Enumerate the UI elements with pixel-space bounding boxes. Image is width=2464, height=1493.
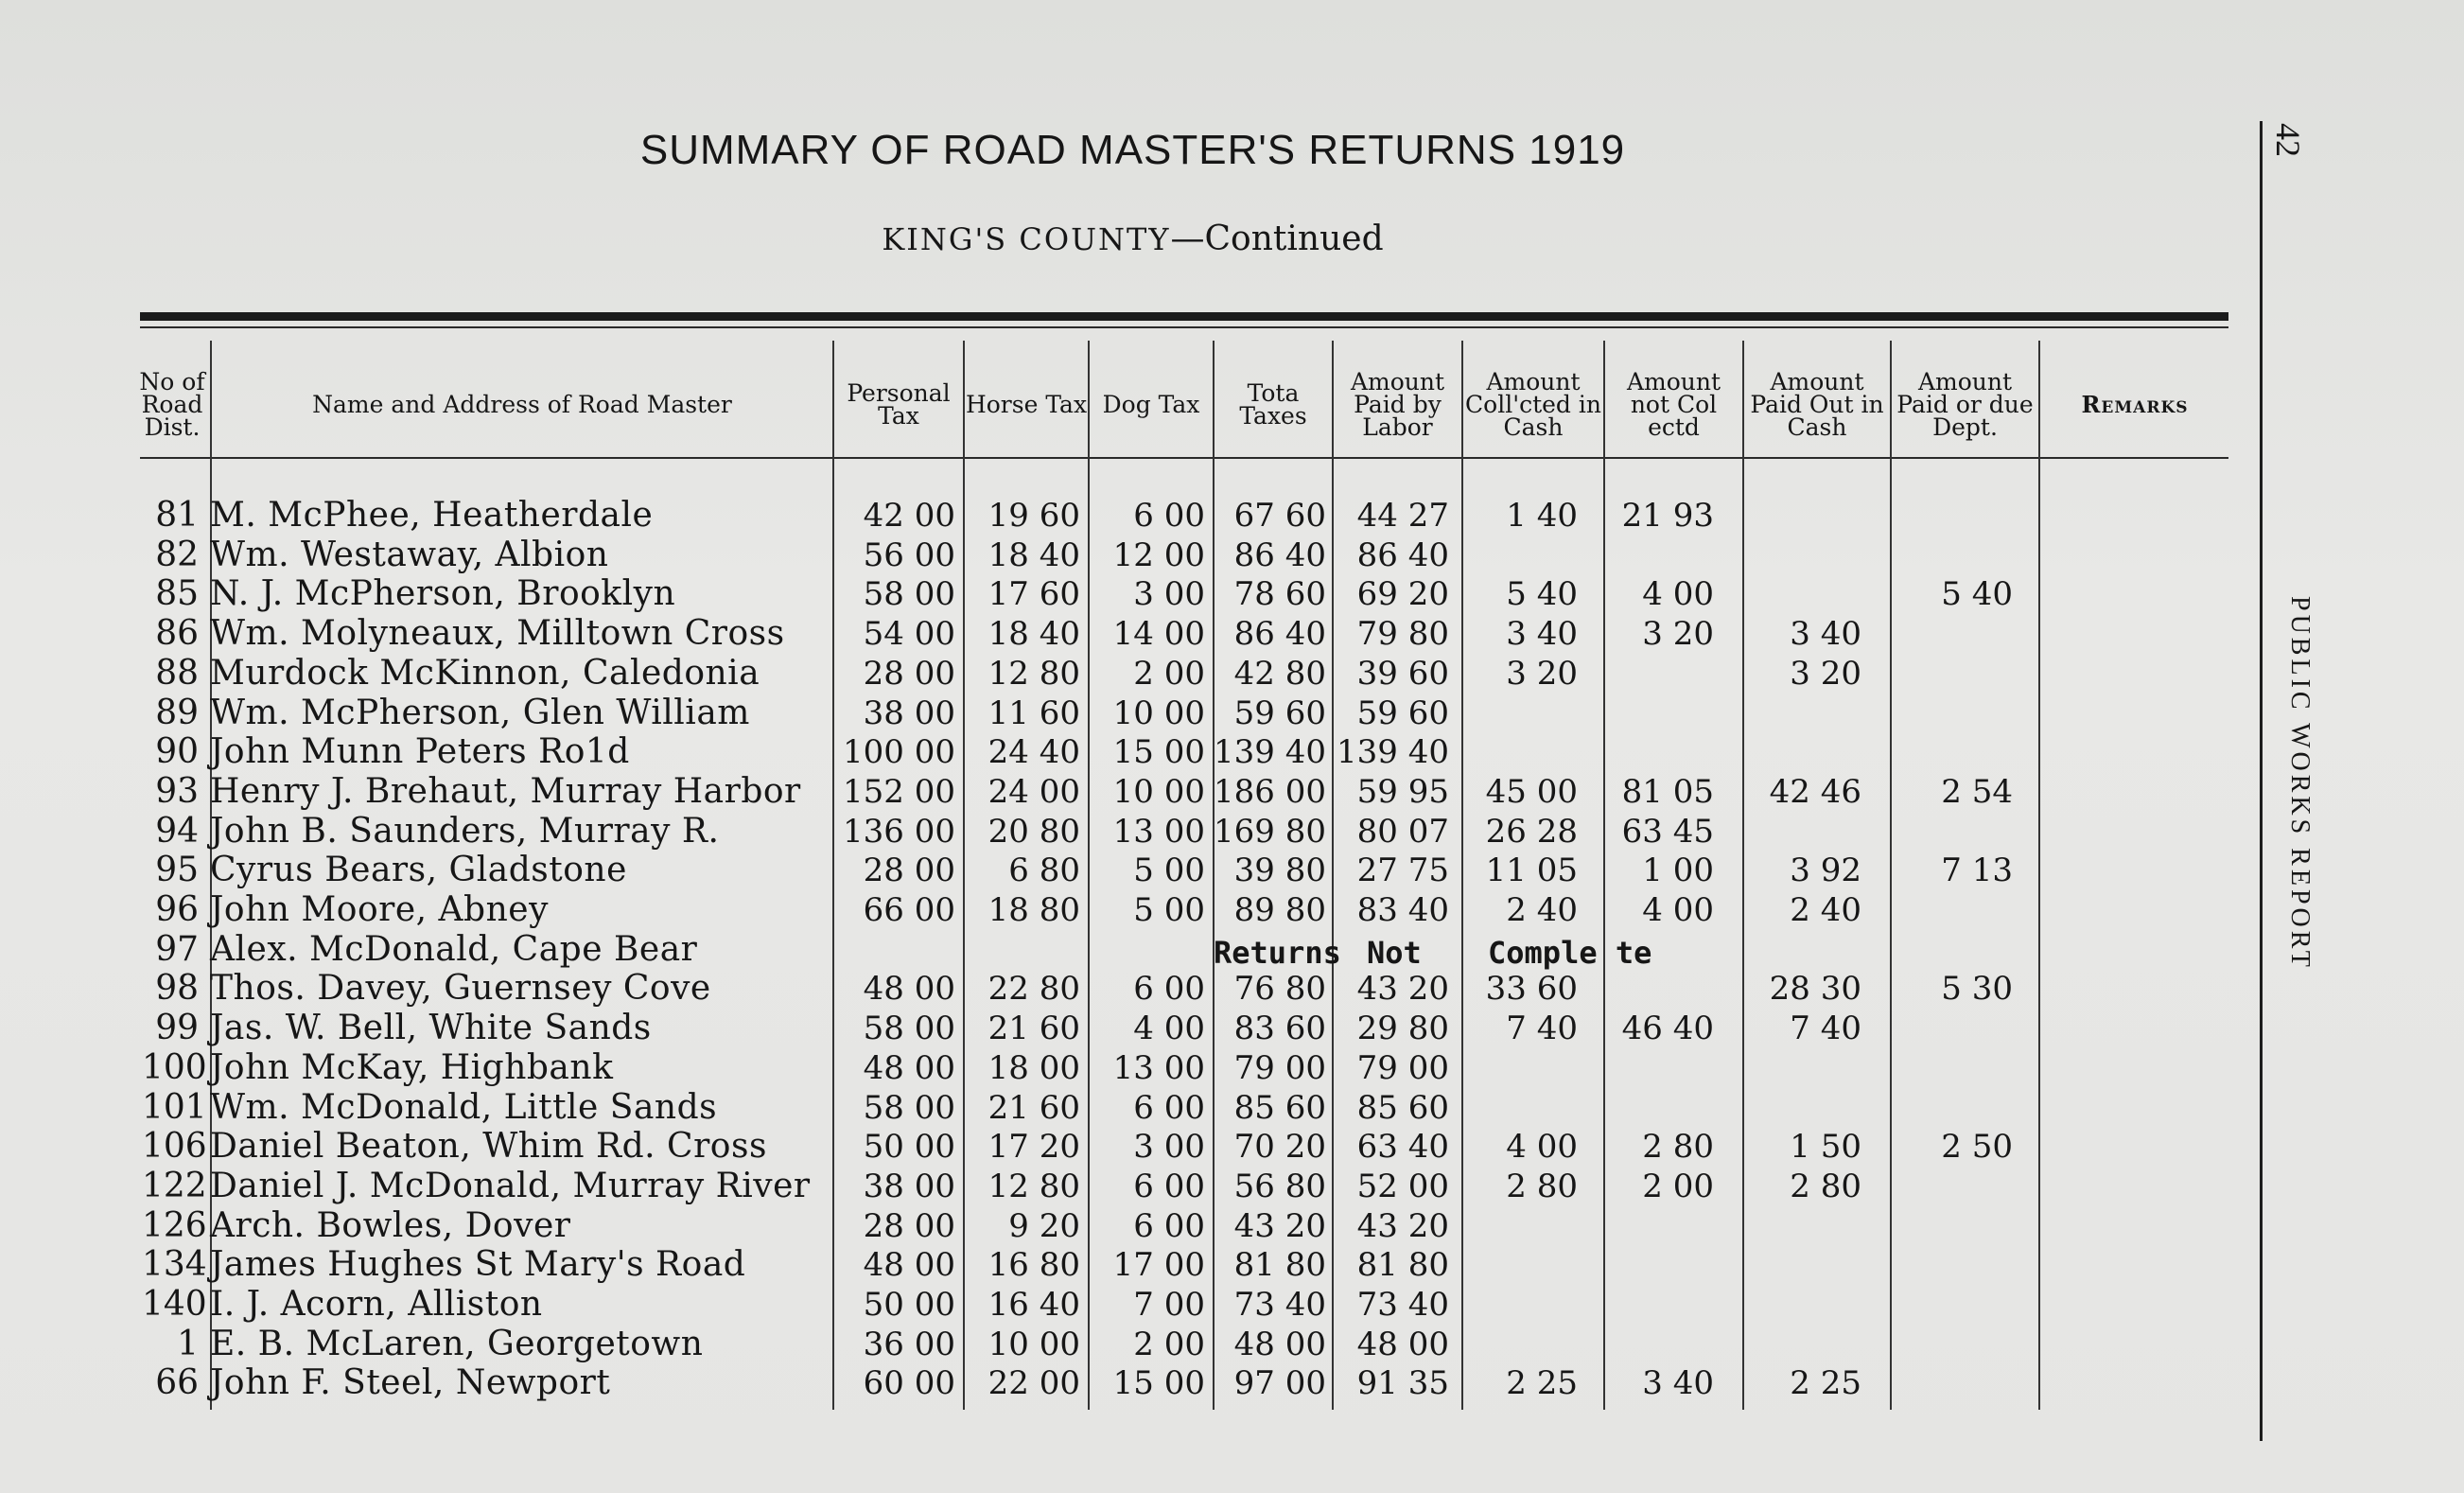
road-master-name: John B. Saunders, Murray R.: [210, 811, 720, 851]
cell-paidout: 7 40: [1790, 1010, 1861, 1048]
cell-paidout: 2 40: [1790, 891, 1861, 929]
cell-horse: 18 40: [987, 536, 1080, 574]
cell-labor: 91 35: [1356, 1364, 1449, 1403]
cell-total: 85 60: [1233, 1088, 1326, 1127]
table-top-rule: [140, 312, 2228, 321]
cell-horse: 21 60: [987, 1088, 1080, 1127]
cell-dept: 7 13: [1941, 852, 2013, 890]
cell-dog: 15 00: [1112, 733, 1205, 772]
cell-labor: 79 00: [1356, 1048, 1449, 1087]
table-row: [0, 1048, 2265, 1088]
cell-dept: 2 50: [1941, 1128, 2013, 1167]
table-row: [0, 1245, 2265, 1285]
cell-total: 76 80: [1233, 970, 1326, 1009]
road-master-name: John Munn Peters Ro1d: [210, 732, 630, 772]
road-dist-number: 81: [155, 496, 199, 535]
cell-personal: 48 00: [863, 1048, 955, 1087]
cell-notcol: 3 20: [1642, 615, 1714, 654]
cell-labor: 139 40: [1337, 733, 1449, 772]
cell-dog: 10 00: [1112, 772, 1205, 811]
table-row: [0, 536, 2265, 575]
road-master-name: Thos. Davey, Guernsey Cove: [210, 969, 711, 1009]
side-running-head: PUBLIC WORKS REPORT: [2285, 596, 2315, 971]
cell-cash: 3 20: [1506, 654, 1578, 693]
cell-personal: 36 00: [863, 1325, 955, 1363]
cell-personal: 38 00: [863, 694, 955, 732]
cell-notcol: 4 00: [1642, 575, 1714, 614]
cell-dog: 17 00: [1112, 1246, 1205, 1285]
cell-total: 48 00: [1233, 1325, 1326, 1363]
table-row: [0, 732, 2265, 772]
cell-notcol: 21 93: [1621, 497, 1714, 535]
cell-personal: 28 00: [863, 852, 955, 890]
cell-notcol: 46 40: [1621, 1010, 1714, 1048]
cell-dog: 12 00: [1112, 536, 1205, 574]
cell-cash: 2 25: [1506, 1364, 1578, 1403]
table-row: [0, 1167, 2265, 1206]
header-paid-out-cash: Amount Paid Out in Cash: [1750, 367, 1884, 441]
road-dist-number: 86: [155, 614, 199, 654]
table-row: [0, 1088, 2265, 1128]
cell-dog: 5 00: [1133, 891, 1205, 929]
road-dist-number: 97: [155, 929, 199, 969]
cell-total: 43 20: [1233, 1206, 1326, 1245]
cell-dept: 2 54: [1941, 772, 2013, 811]
cell-horse: 22 00: [987, 1364, 1080, 1403]
cell-personal: 100 00: [843, 733, 955, 772]
cell-personal: 152 00: [843, 772, 955, 811]
header-name-address: Name and Address of Road Master: [312, 390, 732, 418]
cell-labor: 59 95: [1356, 772, 1449, 811]
table-row: [0, 930, 2265, 970]
road-dist-number: 88: [155, 653, 199, 693]
cell-paidout: 3 20: [1790, 654, 1861, 693]
cell-dog: 5 00: [1133, 852, 1205, 890]
road-master-name: Cyrus Bears, Gladstone: [210, 851, 627, 890]
cell-personal: 136 00: [843, 812, 955, 851]
table-row: [0, 772, 2265, 812]
cell-cash: 3 40: [1506, 615, 1578, 654]
cell-dog: 4 00: [1133, 1010, 1205, 1048]
road-master-name: John Moore, Abney: [210, 890, 549, 929]
cell-dept: 5 30: [1941, 970, 2013, 1009]
cell-total: 73 40: [1233, 1286, 1326, 1324]
cell-cash: 45 00: [1485, 772, 1578, 811]
cell-total: 42 80: [1233, 654, 1326, 693]
cell-paidout: 28 30: [1769, 970, 1861, 1009]
road-dist-number: 122: [142, 1166, 207, 1205]
cell-personal: 42 00: [863, 497, 955, 535]
cell-horse: 9 20: [1008, 1206, 1080, 1245]
cell-labor: 59 60: [1356, 694, 1449, 732]
county-name: KING'S COUNTY: [882, 221, 1171, 257]
cell-personal: 50 00: [863, 1128, 955, 1167]
table-row: [0, 1206, 2265, 1246]
road-master-name: Murdock McKinnon, Caledonia: [210, 653, 760, 693]
cell-labor: 79 80: [1356, 615, 1449, 654]
road-master-name: John McKay, Highbank: [210, 1047, 614, 1087]
header-paid-by-labor: Amount Paid by Labor: [1350, 367, 1445, 441]
cell-dog: 3 00: [1133, 575, 1205, 614]
cell-total: 86 40: [1233, 615, 1326, 654]
cell-labor: 83 40: [1356, 891, 1449, 929]
table-row: [0, 851, 2265, 890]
cell-dog: 6 00: [1133, 970, 1205, 1009]
cell-horse: 6 80: [1008, 852, 1080, 890]
cell-paidout: 3 92: [1790, 852, 1861, 890]
table-row: [0, 574, 2265, 614]
table-row: [0, 1325, 2265, 1364]
table-row: [0, 969, 2265, 1009]
cell-dog: 13 00: [1112, 1048, 1205, 1087]
cell-labor: 48 00: [1356, 1325, 1449, 1363]
cell-total: 169 80: [1214, 812, 1326, 851]
cell-labor: 43 20: [1356, 970, 1449, 1009]
page-subtitle: [0, 220, 2265, 258]
road-dist-number: 1: [177, 1324, 199, 1363]
cell-dog: 15 00: [1112, 1364, 1205, 1403]
cell-labor: 52 00: [1356, 1167, 1449, 1205]
row-97-note-not: Not: [1367, 935, 1422, 971]
cell-dog: 14 00: [1112, 615, 1205, 654]
road-master-name: Wm. McPherson, Glen William: [210, 693, 750, 732]
road-master-name: Alex. McDonald, Cape Bear: [210, 929, 698, 969]
cell-labor: 85 60: [1356, 1088, 1449, 1127]
cell-horse: 11 60: [987, 694, 1080, 732]
cell-cash: 2 40: [1506, 891, 1578, 929]
cell-personal: 28 00: [863, 1206, 955, 1245]
road-dist-number: 101: [142, 1087, 207, 1127]
header-collected-cash: Amount Coll'cted in Cash: [1465, 367, 1601, 441]
road-master-name: Arch. Bowles, Dover: [210, 1205, 571, 1245]
cell-horse: 20 80: [987, 812, 1080, 851]
cell-dog: 6 00: [1133, 1206, 1205, 1245]
cell-paidout: 2 25: [1790, 1364, 1861, 1403]
road-dist-number: 96: [155, 890, 199, 929]
cell-labor: 44 27: [1356, 497, 1449, 535]
road-master-name: James Hughes St Mary's Road: [210, 1245, 746, 1285]
header-personal-tax: Personal Tax: [847, 378, 951, 430]
table-row: [0, 890, 2265, 930]
road-master-name: Henry J. Brehaut, Murray Harbor: [210, 771, 801, 811]
cell-dog: 3 00: [1133, 1128, 1205, 1167]
cell-paidout: 42 46: [1769, 772, 1861, 811]
cell-notcol: 2 00: [1642, 1167, 1714, 1205]
cell-labor: 81 80: [1356, 1246, 1449, 1285]
cell-labor: 80 07: [1356, 812, 1449, 851]
header-horse-tax: Horse Tax: [965, 390, 1088, 418]
road-dist-number: 94: [155, 811, 199, 851]
cell-notcol: 63 45: [1621, 812, 1714, 851]
cell-horse: 19 60: [987, 497, 1080, 535]
cell-personal: 58 00: [863, 575, 955, 614]
row-97-note-returns: Returns: [1214, 935, 1341, 971]
header-due-dept: Amount Paid or due Dept.: [1896, 367, 2034, 441]
cell-labor: 43 20: [1356, 1206, 1449, 1245]
cell-personal: 48 00: [863, 1246, 955, 1285]
road-master-name: Jas. W. Bell, White Sands: [210, 1009, 652, 1048]
continued-label: —Continued: [1170, 220, 1384, 258]
cell-dog: 6 00: [1133, 1167, 1205, 1205]
cell-cash: 4 00: [1506, 1128, 1578, 1167]
table-row: [0, 812, 2265, 852]
cell-horse: 16 80: [987, 1246, 1080, 1285]
cell-dog: 2 00: [1133, 1325, 1205, 1363]
road-dist-number: 89: [155, 693, 199, 732]
road-dist-number: 134: [142, 1245, 207, 1285]
table-row: [0, 654, 2265, 694]
cell-paidout: 3 40: [1790, 615, 1861, 654]
cell-personal: 60 00: [863, 1364, 955, 1403]
cell-horse: 12 80: [987, 654, 1080, 693]
cell-notcol: 2 80: [1642, 1128, 1714, 1167]
cell-personal: 50 00: [863, 1286, 955, 1324]
table-top-thin-rule: [140, 326, 2228, 328]
cell-total: 79 00: [1233, 1048, 1326, 1087]
cell-cash: 1 40: [1506, 497, 1578, 535]
cell-horse: 17 20: [987, 1128, 1080, 1167]
cell-labor: 63 40: [1356, 1128, 1449, 1167]
cell-dog: 2 00: [1133, 654, 1205, 693]
cell-cash: 5 40: [1506, 575, 1578, 614]
road-master-name: E. B. McLaren, Georgetown: [210, 1324, 704, 1363]
cell-paidout: 1 50: [1790, 1128, 1861, 1167]
road-master-name: Wm. Westaway, Albion: [210, 535, 609, 574]
cell-horse: 24 40: [987, 733, 1080, 772]
header-total-taxes: Tota Taxes: [1239, 378, 1307, 430]
cell-horse: 18 40: [987, 615, 1080, 654]
cell-total: 86 40: [1233, 536, 1326, 574]
road-master-name: Wm. McDonald, Little Sands: [210, 1087, 718, 1127]
cell-cash: 2 80: [1506, 1167, 1578, 1205]
cell-paidout: 2 80: [1790, 1167, 1861, 1205]
cell-notcol: 1 00: [1642, 852, 1714, 890]
cell-personal: 54 00: [863, 615, 955, 654]
cell-total: 56 80: [1233, 1167, 1326, 1205]
cell-personal: 56 00: [863, 536, 955, 574]
header-remarks: Remarks: [2081, 390, 2189, 418]
header-not-collected: Amount not Col ectd: [1626, 367, 1721, 441]
table-row: [0, 1009, 2265, 1048]
cell-horse: 18 80: [987, 891, 1080, 929]
road-dist-number: 99: [155, 1009, 199, 1048]
cell-total: 89 80: [1233, 891, 1326, 929]
road-dist-number: 100: [142, 1047, 207, 1087]
table-row: [0, 614, 2265, 654]
road-master-name: John F. Steel, Newport: [210, 1363, 611, 1403]
cell-personal: 66 00: [863, 891, 955, 929]
road-master-name: N. J. McPherson, Brooklyn: [210, 574, 676, 614]
road-dist-number: 93: [155, 771, 199, 811]
cell-personal: 58 00: [863, 1010, 955, 1048]
cell-personal: 58 00: [863, 1088, 955, 1127]
cell-total: 67 60: [1233, 497, 1326, 535]
cell-horse: 22 80: [987, 970, 1080, 1009]
table-row: [0, 496, 2265, 536]
cell-total: 97 00: [1233, 1364, 1326, 1403]
cell-total: 78 60: [1233, 575, 1326, 614]
page-title: SUMMARY OF ROAD MASTER'S RETURNS 1919: [639, 127, 1626, 173]
cell-total: 186 00: [1214, 772, 1326, 811]
cell-total: 81 80: [1233, 1246, 1326, 1285]
table-row: [0, 1285, 2265, 1325]
cell-cash: 26 28: [1485, 812, 1578, 851]
road-master-name: I. J. Acorn, Alliston: [210, 1285, 543, 1324]
cell-notcol: 81 05: [1621, 772, 1714, 811]
table-row: [0, 694, 2265, 733]
road-dist-number: 85: [155, 574, 199, 614]
table-row: [0, 1127, 2265, 1167]
cell-personal: 48 00: [863, 970, 955, 1009]
cell-horse: 16 40: [987, 1286, 1080, 1324]
cell-personal: 38 00: [863, 1167, 955, 1205]
cell-dog: 7 00: [1133, 1286, 1205, 1324]
cell-total: 70 20: [1233, 1128, 1326, 1167]
page-number: 42: [2269, 123, 2307, 157]
cell-horse: 24 00: [987, 772, 1080, 811]
cell-dog: 13 00: [1112, 812, 1205, 851]
header-road-dist: No of Road Dist.: [139, 367, 205, 441]
road-master-name: Daniel Beaton, Whim Rd. Cross: [210, 1127, 767, 1167]
cell-horse: 18 00: [987, 1048, 1080, 1087]
road-dist-number: 106: [142, 1127, 207, 1167]
cell-labor: 86 40: [1356, 536, 1449, 574]
cell-cash: 33 60: [1485, 970, 1578, 1009]
road-dist-number: 66: [155, 1363, 199, 1403]
row-97-note-complete: Comple te: [1488, 935, 1652, 971]
cell-labor: 29 80: [1356, 1010, 1449, 1048]
cell-dog: 6 00: [1133, 497, 1205, 535]
cell-dog: 10 00: [1112, 694, 1205, 732]
cell-dog: 6 00: [1133, 1088, 1205, 1127]
cell-labor: 73 40: [1356, 1286, 1449, 1324]
cell-labor: 39 60: [1356, 654, 1449, 693]
road-master-name: M. McPhee, Heatherdale: [210, 496, 654, 535]
road-master-name: Daniel J. McDonald, Murray River: [210, 1166, 811, 1205]
cell-dept: 5 40: [1941, 575, 2013, 614]
road-dist-number: 82: [155, 535, 199, 574]
cell-horse: 17 60: [987, 575, 1080, 614]
road-dist-number: 140: [142, 1285, 207, 1324]
table-row: [0, 1363, 2265, 1403]
road-dist-number: 90: [155, 732, 199, 772]
cell-labor: 27 75: [1356, 852, 1449, 890]
road-master-name: Wm. Molyneaux, Milltown Cross: [210, 614, 785, 654]
road-dist-number: 95: [155, 851, 199, 890]
cell-total: 39 80: [1233, 852, 1326, 890]
cell-notcol: 4 00: [1642, 891, 1714, 929]
cell-labor: 69 20: [1356, 575, 1449, 614]
cell-cash: 11 05: [1485, 852, 1578, 890]
header-dog-tax: Dog Tax: [1102, 390, 1200, 418]
cell-personal: 28 00: [863, 654, 955, 693]
cell-total: 83 60: [1233, 1010, 1326, 1048]
cell-horse: 12 80: [987, 1167, 1080, 1205]
cell-total: 139 40: [1214, 733, 1326, 772]
road-dist-number: 98: [155, 969, 199, 1009]
cell-notcol: 3 40: [1642, 1364, 1714, 1403]
cell-horse: 21 60: [987, 1010, 1080, 1048]
cell-total: 59 60: [1233, 694, 1326, 732]
cell-horse: 10 00: [987, 1325, 1080, 1363]
cell-cash: 7 40: [1506, 1010, 1578, 1048]
road-dist-number: 126: [142, 1205, 207, 1245]
